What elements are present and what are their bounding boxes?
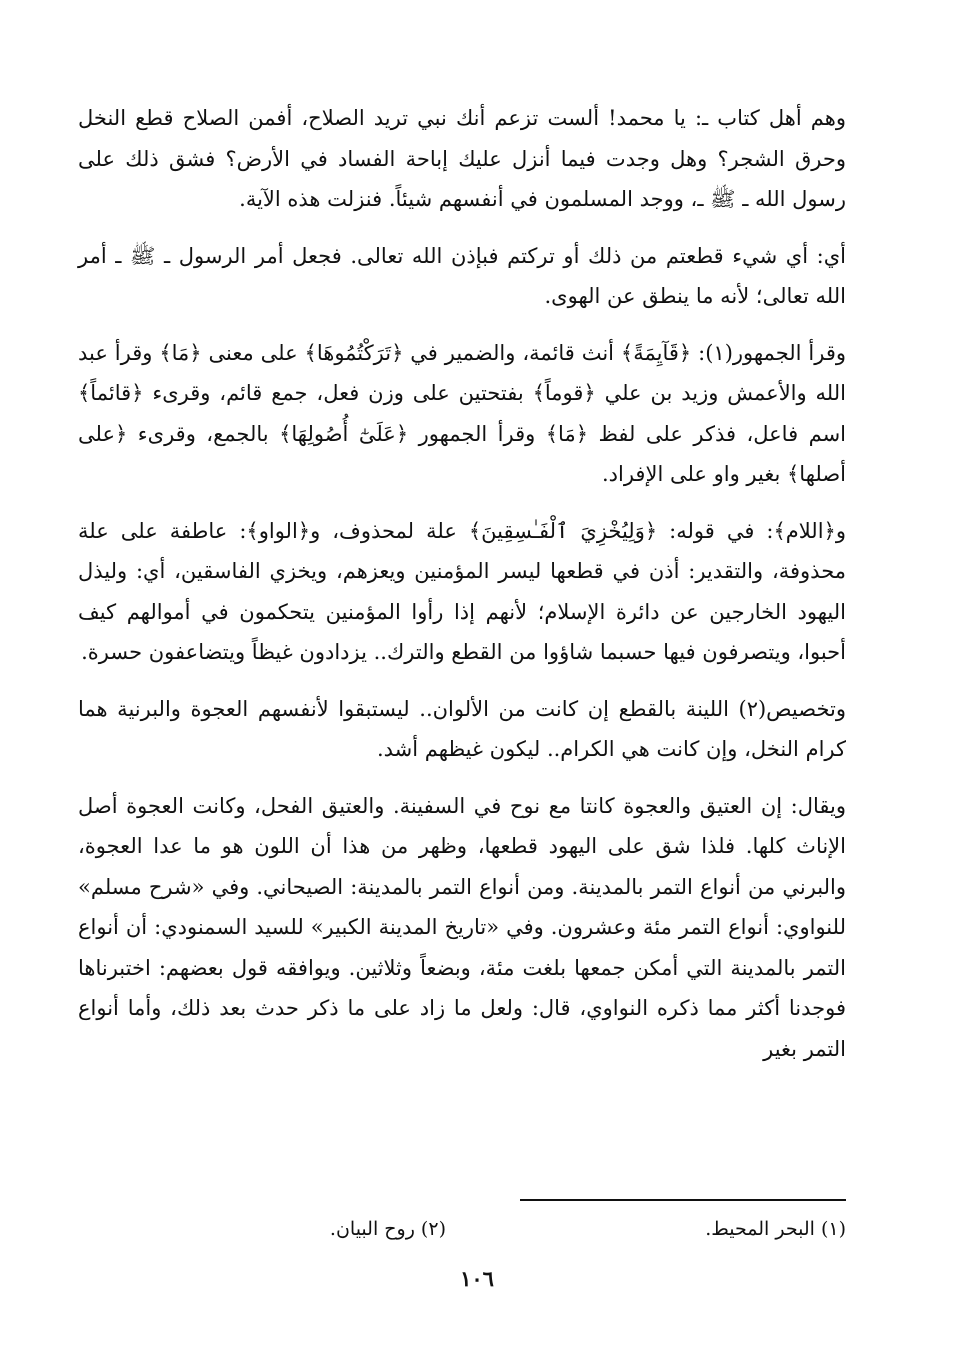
page-number: ١٠٦ <box>460 1266 494 1291</box>
footnote-2: (٢) روح البيان. <box>329 1218 446 1240</box>
paragraph-2: أي: أي شيء قطعتم من ذلك أو تركتم فبإذن الله تعالى. فجعل أمر الرسول ـ ﷺ ـ أمر الله تعالى؛ لأنه ما ينطق عن الهوى. <box>78 243 846 308</box>
paragraph-6: ويقال: إن العتيق والعجوة كانتا مع نوح في السفينة. والعتيق الفحل، وكانت العجوة أصل الإناث كلها. فلذا شق على اليهود قطعها، وظهر من هذا أن اللون هو ما عدا العجوة، والبرني من أنواع التمر بالمدينة. ومن أنواع التمر بالمدينة: الصيحاني. وفي «شرح مسلم» للنواوي: أنواع التمر مئة وعشرون. وفي «تاريخ المدينة الكبير» للسيد السمنودي: أن أنواع التمر بالمدينة التي أمكن جمعها بلغت مئة، وبضعاً وثلاثين. ويوافقه قول بعضهم: اختبرناها فوجدنا أكثر مما ذكره النواوي، قال: ولعل ما زاد على ما ذكر حدث بعد ذلك، وأما أنواع التمر بغير <box>78 793 846 1061</box>
footnote-1: (١) البحر المحيط. <box>705 1218 846 1240</box>
paragraph-1: وهم أهل كتاب ـ: يا محمد! ألست تزعم أنك نبي تريد الصلاح، أفمن الصلاح قطع النخل وحرق الشجر؟ وهل وجدت فيما أنزل عليك إباحة الفساد في الأرض؟ فشق ذلك على رسول الله ـ ﷺ ـ، ووجد المسلمون في أنفسهم شيئاً. فنزلت هذه الآية. <box>78 106 846 211</box>
paragraph-5: وتخصيص(٢) اللينة بالقطع إن كانت من الألوان.. ليستبقوا لأنفسهم العجوة والبرنية هما كرام النخل، وإن كانت هي الكرام.. ليكون غيظهم أشد. <box>78 696 846 761</box>
paragraph-3: وقرأ الجمهور(١): ﴿قَآيِمَةً﴾ أنث قائمة، والضمير في ﴿تَرَكْتُمُوهَا﴾ على معنى ﴿مَا﴾ وقرأ عبد الله والأعمش وزيد بن علي ﴿قوماً﴾ بفتحتين على وزن فعل، جمع قائم، وقرىء ﴿قائماً﴾ اسم فاعل، فذكر على لفظ ﴿مَا﴾ وقرأ الجمهور ﴿عَلَىٰٓ أُصُولِهَا﴾ بالجمع، وقرىء ﴿على أصلها﴾ بغير واو على الإفراد. <box>78 340 846 486</box>
footnote-divider <box>520 1199 846 1201</box>
body-text <box>78 98 846 1085</box>
footnotes <box>78 1218 846 1248</box>
paragraph-4: و﴿اللام﴾: في قوله: ﴿وَلِيُخْزِيَ ٱلْفَـٰسِقِينَ﴾ علة لمحذوف، و﴿الواو﴾: عاطفة على علة محذوفة، والتقدير: أذن في قطعها ليسر المؤمنين ويعزهم، ويخزي الفاسقين، أي: وليذل اليهود الخارجين عن دائرة الإسلام؛ لأنهم إذا رأوا المؤمنين يتحكمون في أموالهم كيف أحبوا، ويتصرفون فيها حسبما شاؤوا من القطع والترك.. يزدادون غيظاً ويتضاعفون حسرة. <box>78 518 846 664</box>
